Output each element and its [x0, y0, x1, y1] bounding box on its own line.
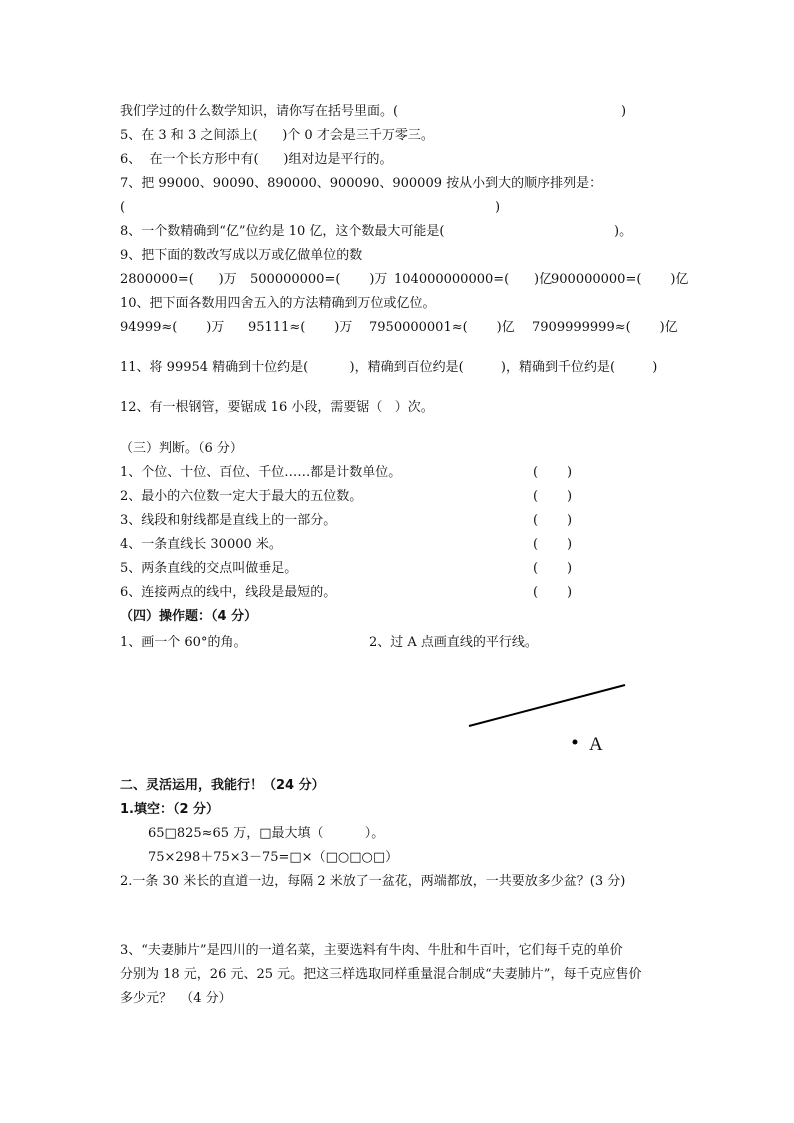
q10-item-1: 94999≈( )万: [120, 320, 225, 335]
judge-item-2: 2、最小的六位数一定大于最大的五位数。: [120, 489, 363, 504]
q10-item-2: 95111≈( )万: [248, 320, 353, 335]
fill-heading: 1.填空：（2 分）: [120, 802, 220, 817]
part2-question-2: 2.一条 30 米长的直道一边，每隔 2 米放了一盆花，两端都放，一共要放多少盆？(3 分): [120, 874, 626, 889]
question-8-close: )。: [614, 224, 633, 239]
part2-question-3-line-2: 分别为 18 元，26 元、25 元。把这三样选取同样重量混合制成“夫妻肺片”，每千克应售价: [120, 967, 642, 982]
question-8: 8、一个数精确到“亿”位约是 10 亿，这个数最大可能是(: [120, 224, 445, 239]
judge-item-5: 5、两条直线的交点叫做垂足。: [120, 561, 298, 576]
judge-paren-2: ( ): [533, 489, 573, 504]
judge-paren-6: ( ): [533, 585, 573, 600]
judge-item-3: 3、线段和射线都是直线上的一部分。: [120, 513, 337, 528]
given-line: [469, 685, 625, 726]
question-9: 9、把下面的数改写成以万或亿做单位的数: [120, 248, 363, 263]
judge-item-6: 6、连接两点的线中，线段是最短的。: [120, 585, 337, 600]
judge-paren-1: ( ): [533, 465, 573, 480]
operate-q2: 2、过 A 点画直线的平行线。: [369, 635, 538, 650]
judge-paren-4: ( ): [533, 537, 573, 552]
q9-item-4: 900000000=( )亿: [551, 272, 689, 287]
q10-item-4: 7909999999≈( )亿: [532, 320, 678, 335]
q9-item-2: 500000000=( )万: [250, 272, 388, 287]
question-4-close-paren: ): [621, 104, 627, 119]
point-a-dot: [573, 740, 578, 745]
point-a-label: A: [589, 734, 603, 755]
question-11: 11、将 99954 精确到十位约是( )，精确到百位约是( )，精确到千位约是( ): [120, 360, 658, 375]
part2-heading: 二、灵活运用，我能行！（24 分）: [120, 778, 325, 793]
judge-item-1: 1、个位、十位、百位、千位……都是计数单位。: [120, 465, 402, 480]
question-5: 5、在 3 和 3 之间添上( )个 0 才会是三千万零三。: [120, 128, 434, 143]
operate-q1: 1、画一个 60°的角。: [120, 635, 247, 650]
question-6: 6、 在一个长方形中有( )组对边是平行的。: [120, 152, 393, 167]
question-7-answer-open: (: [120, 200, 126, 215]
question-10: 10、把下面各数用四舍五入的方法精确到万位或亿位。: [120, 296, 436, 311]
question-7-answer-close: ): [495, 200, 501, 215]
fill-item-2: 75×298＋75×3－75=□×（□○□○□）: [148, 850, 399, 865]
part2-question-3-line-3: 多少元？ （4 分）: [120, 991, 232, 1006]
judge-item-4: 4、一条直线长 30000 米。: [120, 537, 282, 552]
q9-item-3: 104000000000=( )亿: [394, 272, 553, 287]
question-7: 7、把 99000、90090、890000、900090、900009 按从小到大的顺序排列是：: [120, 176, 603, 191]
judge-heading: （三）判断。（6 分）: [120, 441, 243, 456]
q9-item-1: 2800000=( )万: [120, 272, 237, 287]
judge-paren-5: ( ): [533, 561, 573, 576]
q10-item-3: 7950000001≈( )亿: [369, 320, 515, 335]
question-4-continuation: 我们学过的什么数学知识，请你写在括号里面。(: [120, 104, 399, 119]
fill-item-1: 65□825≈65 万，□最大填（ ）。: [148, 826, 385, 841]
operate-heading: （四）操作题：（4 分）: [120, 609, 258, 624]
question-12: 12、有一根钢管，要锯成 16 小段，需要锯（ ）次。: [120, 400, 434, 415]
part2-question-3-line-1: 3、“夫妻肺片”是四川的一道名菜，主要选料有牛肉、牛肚和牛百叶，它们每千克的单价: [120, 943, 623, 958]
judge-paren-3: ( ): [533, 513, 573, 528]
